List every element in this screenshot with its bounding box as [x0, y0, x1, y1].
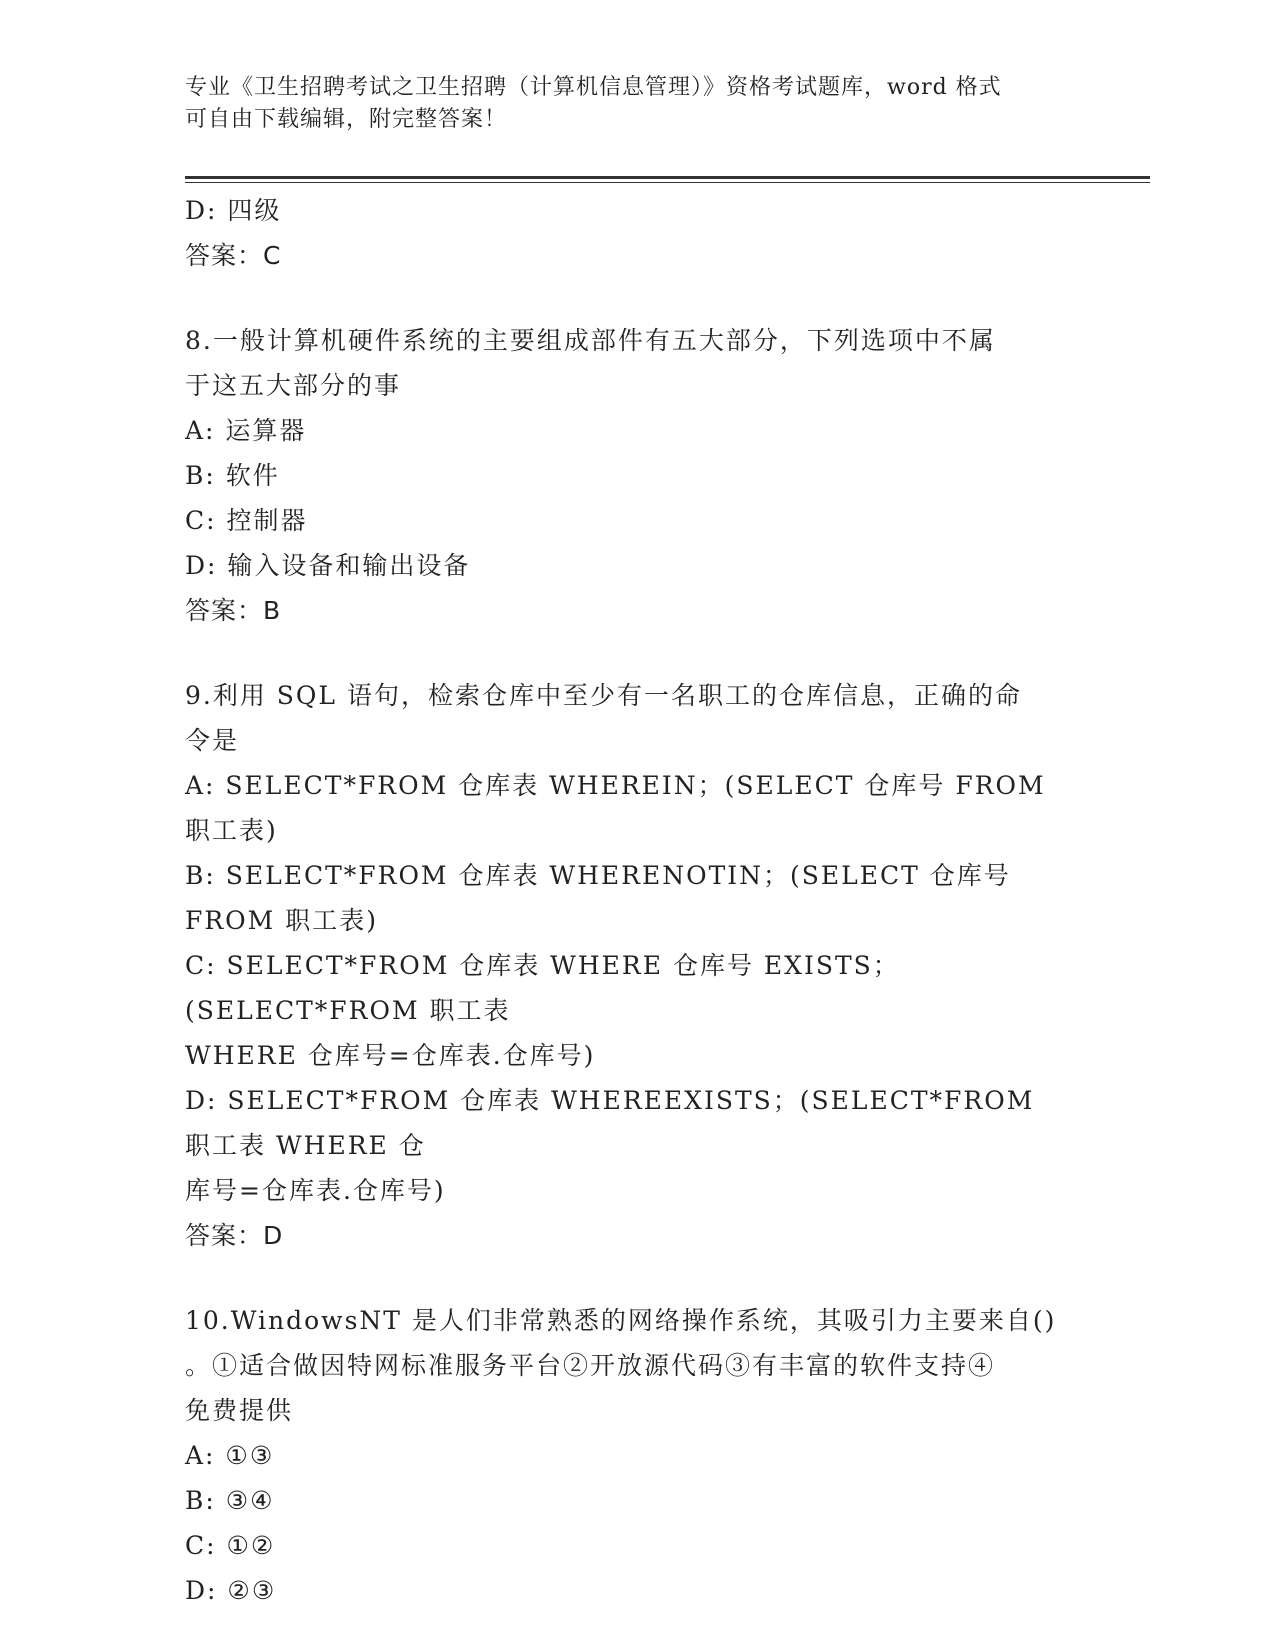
question-list [185, 188, 1065, 1613]
answer: 答案：B [185, 596, 282, 625]
question-stem: 10.WindowsNT 是人们非常熟悉的网络操作系统，其吸引力主要来自() [185, 1306, 1057, 1335]
option-b: B: SELECT*FROM 仓库表 WHERENOTIN；(SELECT 仓库号 FROM 职工表) [185, 861, 1021, 935]
option-c: C: SELECT*FROM 仓库表 WHERE 仓库号 EXISTS；(SELECT*FROM 职工表 [185, 951, 900, 1025]
answer: 答案：C [185, 241, 282, 270]
option-c: C: 控制器 [185, 506, 308, 535]
question-stem-cont: 。①适合做因特网标准服务平台②开放源代码③有丰富的软件支持④ [185, 1351, 996, 1380]
option-d: D: SELECT*FROM 仓库表 WHEREEXISTS；(SELECT*FROM 职工表 WHERE 仓 [185, 1086, 1045, 1160]
question-7-tail [185, 188, 1065, 278]
answer: 答案：D [185, 1221, 284, 1250]
question-stem-cont-2: 免费提供 [185, 1396, 294, 1425]
option-d-cont: 库号=仓库表.仓库号) [185, 1176, 446, 1205]
header-line-2: 可自由下载编辑，附完整答案！ [185, 107, 508, 132]
option-d: D: 四级 [185, 196, 282, 225]
option-d: D: ②③ [185, 1576, 277, 1605]
header-line-1: 专业《卫生招聘考试之卫生招聘（计算机信息管理）》资格考试题库，word 格式 [185, 75, 1002, 100]
option-c-cont: WHERE 仓库号=仓库表.仓库号) [185, 1041, 596, 1070]
page-header [185, 72, 1065, 136]
question-stem-cont: 于这五大部分的事 [185, 371, 402, 400]
option-a: A: 运算器 [185, 416, 307, 445]
question-10 [185, 1298, 1065, 1613]
question-9 [185, 673, 1065, 1258]
option-a: A: SELECT*FROM 仓库表 WHEREIN；(SELECT 仓库号 FROM 职工表) [185, 771, 1056, 845]
option-a: A: ①③ [185, 1441, 275, 1470]
header-rule-thin [185, 182, 1150, 183]
option-d: D: 输入设备和输出设备 [185, 551, 471, 580]
question-stem-cont: 令是 [185, 726, 240, 755]
header-rule-thick [185, 176, 1150, 179]
question-stem: 9.利用 SQL 语句，检索仓库中至少有一名职工的仓库信息，正确的命 [185, 681, 1022, 710]
question-stem: 8.一般计算机硬件系统的主要组成部件有五大部分，下列选项中不属 [185, 326, 996, 355]
option-b: B: ③④ [185, 1486, 275, 1515]
question-8 [185, 318, 1065, 633]
option-b: B: 软件 [185, 461, 280, 490]
option-c: C: ①② [185, 1531, 276, 1560]
